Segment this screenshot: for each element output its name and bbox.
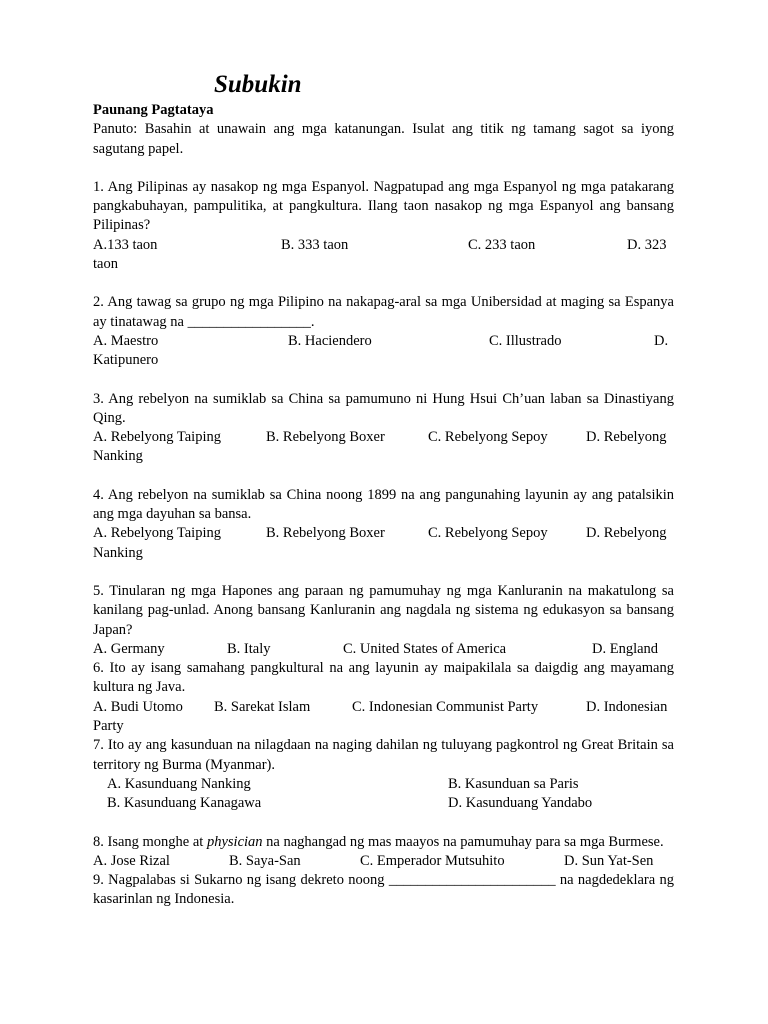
question-2-options [93,332,674,371]
option-d: D. Kasunduang Yandabo [448,795,593,812]
question-4 [93,486,674,563]
question-2 [93,293,674,370]
option-c: C. United States of America [343,640,507,657]
question-9-text-start: 9. Nagpalabas si Sukarno ng isang dekreto noong [93,872,389,889]
quiz-content [93,101,674,910]
option-c: C. 233 taon [468,236,536,253]
question-9-text-end: na nagdedeklara ng kasarinlan ng Indonesia. [93,872,674,908]
question-5-options [93,640,674,659]
option-d: D. Sun Yat-Sen [564,852,654,869]
option-a: A. Jose Rizal [93,852,170,869]
question-2-text: 2. Ang tawag sa grupo ng mga Pilipino na nakapag-aral sa mga Unibersidad at maging sa Espanya ay tinatawag na _________________. [93,294,674,330]
option-a: A.133 taon [93,236,158,253]
question-1-text: 1. Ang Pilipinas ay nasakop ng mga Espanyol. Nagpatupad ang mga Espanyol ng mga patakarang pangkabuhayan, pampulitika, at pangkultura. Ilang taon nasakop ng mga Espanyol ang bansang Pilipinas? [93,178,674,234]
question-4-text: 4. Ang rebelyon na sumiklab sa China noong 1899 na ang pangunahing layunin ay ang patalsikin ang mga dayuhan sa bansa. [93,486,674,523]
question-8-text-end: na naghangad ng mas maayos na pamumuhay para sa mga Burmese. [262,833,664,850]
question-6-options [93,698,674,737]
question-8-text [93,833,674,852]
question-7-options-row-1 [93,775,674,794]
question-3-text: 3. Ang rebelyon na sumiklab sa China sa pamumuno ni Hung Hsui Ch’uan laban sa Dinastiyang Qing. [93,390,674,426]
question-5 [93,582,674,659]
option-b: B. Saya-San [229,852,301,869]
answer-blank: _______________________ [388,872,556,889]
option-a: A. Rebelyong Taiping [93,429,221,446]
option-d: D. Rebelyong Nanking [93,429,667,465]
option-d: D. Katipunero [93,332,669,369]
option-b: B. Rebelyong Boxer [266,525,385,542]
question-8-text-start: 8. Isang monghe at [93,833,207,850]
option-c: C. Indonesian Communist Party [352,698,539,715]
question-8-options [93,852,674,871]
question-7-text: 7. Ito ay ang kasunduan na nilagdaan na naging dahilan ng tuluyang pagkontrol ng Great Britain sa territory ng Burma (Myanmar). [93,737,674,773]
question-3 [93,390,674,467]
page-title: Subukin [214,71,302,98]
option-d: D. England [592,640,659,657]
option-a: A. Kasunduang Nanking [107,775,251,792]
option-b: B. 333 taon [281,236,349,253]
question-5-text: 5. Tinularan ng mga Hapones ang paraan ng pamumuhay ng mga Kanluranin na makatulong sa kanilang pag-unlad. Anong bansang Kanluranin ang nagdala ng sistema ng edukasyon sa bansang Japan? [93,582,674,638]
question-9-text [93,871,674,910]
question-1 [93,178,674,274]
question-6-text: 6. Ito ay isang samahang pangkultural na ang layunin ay maipakilala sa daigdig ang mayamang kultura ng Java. [93,660,674,696]
option-d: D. Indonesian Party [93,698,668,735]
question-7 [93,736,674,813]
option-d: D. 323 taon [93,236,667,273]
instructions: Panuto: Basahin at unawain ang mga katanungan. Isulat ang titik ng tamang sagot sa iyong sagutang papel. [93,121,674,157]
option-a: A. Budi Utomo [93,698,183,715]
question-9 [93,871,674,910]
option-a: A. Germany [93,640,165,657]
option-b: B. Rebelyong Boxer [266,429,385,446]
question-4-options [93,524,674,563]
option-d: D. Rebelyong Nanking [93,525,667,561]
question-8 [93,833,674,872]
option-c: C. Emperador Mutsuhito [360,852,505,869]
option-b: B. Italy [227,640,271,657]
option-a: A. Rebelyong Taiping [93,525,221,542]
section-subtitle: Paunang Pagtataya [93,102,214,118]
option-a: A. Maestro [93,332,159,349]
option-c: B. Kasunduang Kanagawa [107,795,262,812]
question-3-options [93,428,674,467]
option-c: C. Illustrado [489,332,562,349]
question-8-text-italic: physician [206,833,263,850]
option-b: B. Kasunduan sa Paris [448,775,579,792]
option-b: B. Haciendero [288,332,372,349]
question-6 [93,659,674,736]
option-c: C. Rebelyong Sepoy [428,429,548,446]
question-7-options-row-2 [93,794,674,813]
question-1-options [93,236,674,275]
option-b: B. Sarekat Islam [214,698,311,715]
option-c: C. Rebelyong Sepoy [428,525,548,542]
